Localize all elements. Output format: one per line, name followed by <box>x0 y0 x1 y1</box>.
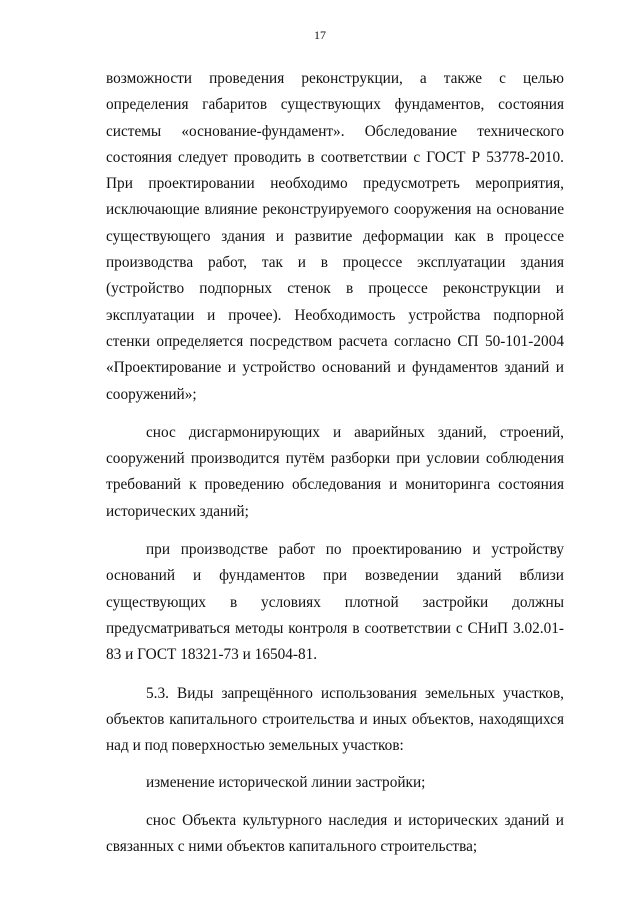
paragraph-demolition-disharmonious: снос дисгармонирующих и аварийных зданий, строений, сооружений производится путём разборки при условии соблюдения требований к проведению обследования и мониторинга состояния исторических зданий; <box>106 423 564 520</box>
document-body <box>106 66 564 860</box>
paragraph-foundation-works: при производстве работ по проектированию и устройству оснований и фундаментов при возведении зданий вблизи существующих в условиях плотной застройки должны предусматриваться методы контроля в соответствии с СНиП 3.02.01-83 и ГОСТ 18321-73 и 16504-81. <box>106 541 564 664</box>
paragraph-section-5-3: 5.3. Виды запрещённого использования земельных участков, объектов капитального строительства и иных объектов, находящихся над и под поверхностью земельных участков: <box>106 684 564 755</box>
page-number: 17 <box>314 28 326 42</box>
paragraph-reconstruction-requirements: возможности проведения реконструкции, а также с целью определения габаритов существующих фундаментов, состояния системы «основание-фундамент». Обследование технического состояния следует проводить в соответствии с ГОСТ Р 53778-2010. При проектировании необходимо предусмотреть мероприятия, исключающие влияние реконструируемого сооружения на основание существующего здания и развитие деформации как в процессе производства работ, так и в процессе эксплуатации здания (устройство подпорных стенок в процессе реконструкции и эксплуатации и прочее). Необходимость устройства подпорной стенки определяется посредством расчета согласно СП 50-101-2004 «Проектирование и устройство оснований и фундаментов зданий и сооружений»; <box>106 70 564 403</box>
list-item-heritage-demolition: снос Объекта культурного наследия и исторических зданий и связанных с ними объектов капитального строительства; <box>106 811 564 856</box>
list-item-building-line: изменение исторической линии застройки; <box>146 774 426 792</box>
